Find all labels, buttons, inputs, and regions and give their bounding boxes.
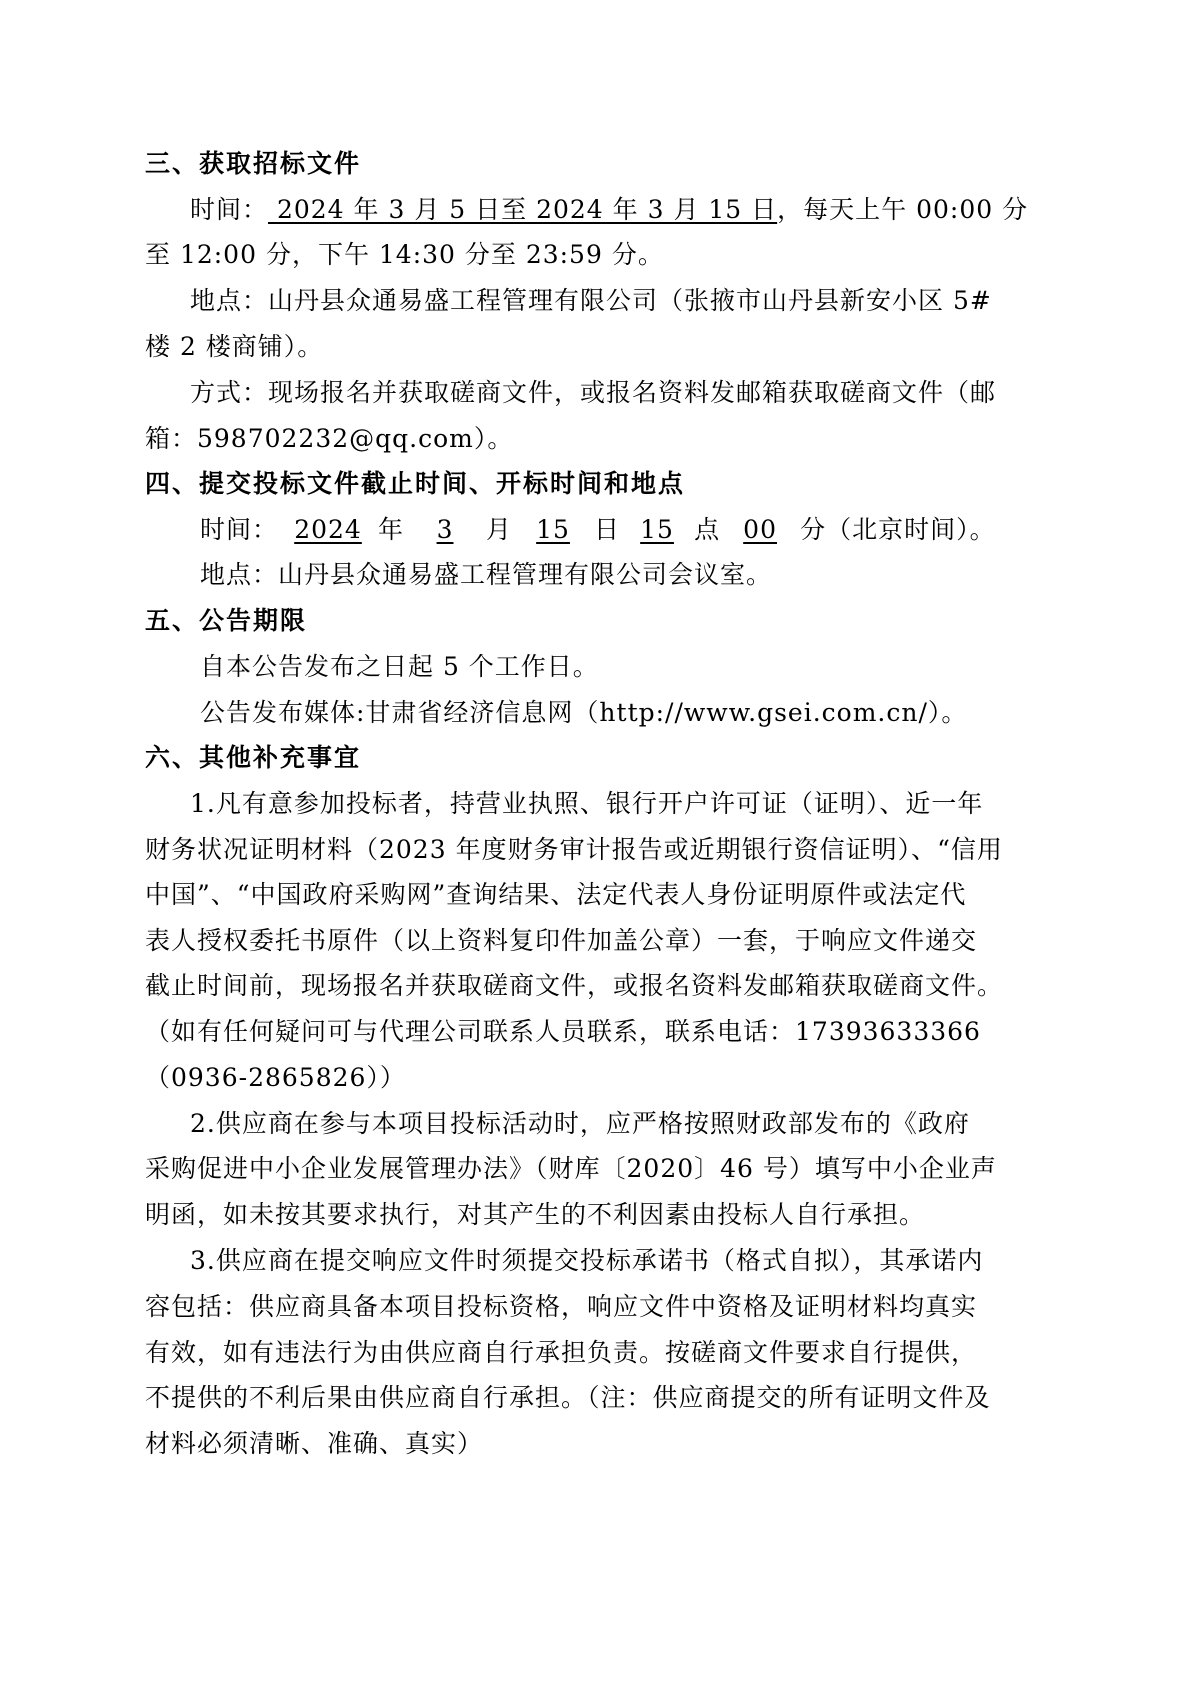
s4-place: 地点：山丹县众通易盛工程管理有限公司会议室。 — [200, 560, 773, 589]
s3-time-line — [190, 193, 1045, 227]
s6-p1-line: 中国”、“中国政府采购网”查询结果、法定代表人身份证明原件或法定代 — [145, 880, 967, 909]
s3-time-line2: 至 12:00 分，下午 14:30 分至 23:59 分。 — [145, 240, 664, 269]
s6-p1-line: 财务状况证明材料（2023 年度财务审计报告或近期银行资信证明）、“信用 — [145, 835, 1003, 864]
s5-line1: 自本公告发布之日起 5 个工作日。 — [200, 652, 599, 681]
section-5-heading: 五、公告期限 — [145, 606, 308, 635]
s3-method-line1: 方式：现场报名并获取磋商文件，或报名资料发邮箱获取磋商文件（邮 — [190, 378, 997, 407]
s6-p3-line: 材料必须清晰、准确、真实） — [145, 1429, 484, 1458]
section-4-heading: 四、提交投标文件截止时间、开标时间和地点 — [145, 469, 686, 498]
s4-minute-unit: 分（北京时间）。 — [800, 515, 996, 544]
s4-hour: 15 — [640, 515, 674, 544]
s6-p3-line: 3.供应商在提交响应文件时须提交投标承诺书（格式自拟），其承诺内 — [190, 1246, 984, 1275]
s3-time-label: 时间： — [190, 195, 269, 224]
s3-time-tail: ，每天上午 00:00 分 — [777, 195, 1029, 224]
s4-month: 3 — [436, 515, 454, 544]
s4-month-unit: 月 — [486, 515, 513, 544]
s4-time-label: 时间： — [200, 515, 279, 544]
s4-year-unit: 年 — [378, 515, 405, 544]
s3-place-line1: 地点：山丹县众通易盛工程管理有限公司（张掖市山丹县新安小区 5# — [190, 286, 992, 315]
s4-day: 15 — [536, 515, 570, 544]
s6-p2-line: 2.供应商在参与本项目投标活动时，应严格按照财政部发布的《政府 — [190, 1109, 970, 1138]
s6-p2-line: 采购促进中小企业发展管理办法》（财库〔2020〕46 号）填写中小企业声 — [145, 1154, 997, 1183]
s6-p1-line: 截止时间前，现场报名并获取磋商文件，或报名资料发邮箱获取磋商文件。 — [145, 971, 1004, 1000]
s3-method-line2: 箱：598702232@qq.com）。 — [145, 424, 514, 453]
s6-p3-line: 有效，如有违法行为由供应商自行承担负责。按磋商文件要求自行提供， — [145, 1338, 978, 1367]
s6-p1-line: 表人授权委托书原件（以上资料复印件加盖公章）一套，于响应文件递交 — [145, 926, 978, 955]
s6-p1-line: （如有任何疑问可与代理公司联系人员联系，联系电话：17393633366 — [145, 1017, 981, 1046]
s4-minute: 00 — [743, 515, 777, 544]
s3-time-range: 2024 年 3 月 5 日至 2024 年 3 月 15 日 — [268, 195, 778, 224]
s6-p3-line: 容包括：供应商具备本项目投标资格，响应文件中资格及证明材料均真实 — [145, 1292, 978, 1321]
section-6-heading: 六、其他补充事宜 — [145, 743, 362, 772]
s6-p3-line: 不提供的不利后果由供应商自行承担。（注：供应商提交的所有证明文件及 — [145, 1383, 991, 1412]
s4-day-unit: 日 — [594, 515, 621, 544]
s3-place-line2: 楼 2 楼商铺）。 — [145, 332, 324, 361]
s6-p2-line: 明函，如未按其要求执行，对其产生的不利因素由投标人自行承担。 — [145, 1200, 926, 1229]
s4-year: 2024 — [294, 515, 362, 544]
s4-time-line — [200, 513, 1045, 547]
s4-hour-unit: 点 — [694, 515, 721, 544]
s6-p1-line: 1.凡有意参加投标者，持营业执照、银行开户许可证（证明）、近一年 — [190, 789, 984, 818]
s6-p1-line: （0936-2865826）） — [145, 1063, 406, 1092]
s5-line2: 公告发布媒体:甘肃省经济信息网（http://www.gsei.com.cn/）。 — [200, 698, 968, 727]
section-3-heading: 三、获取招标文件 — [145, 149, 362, 178]
